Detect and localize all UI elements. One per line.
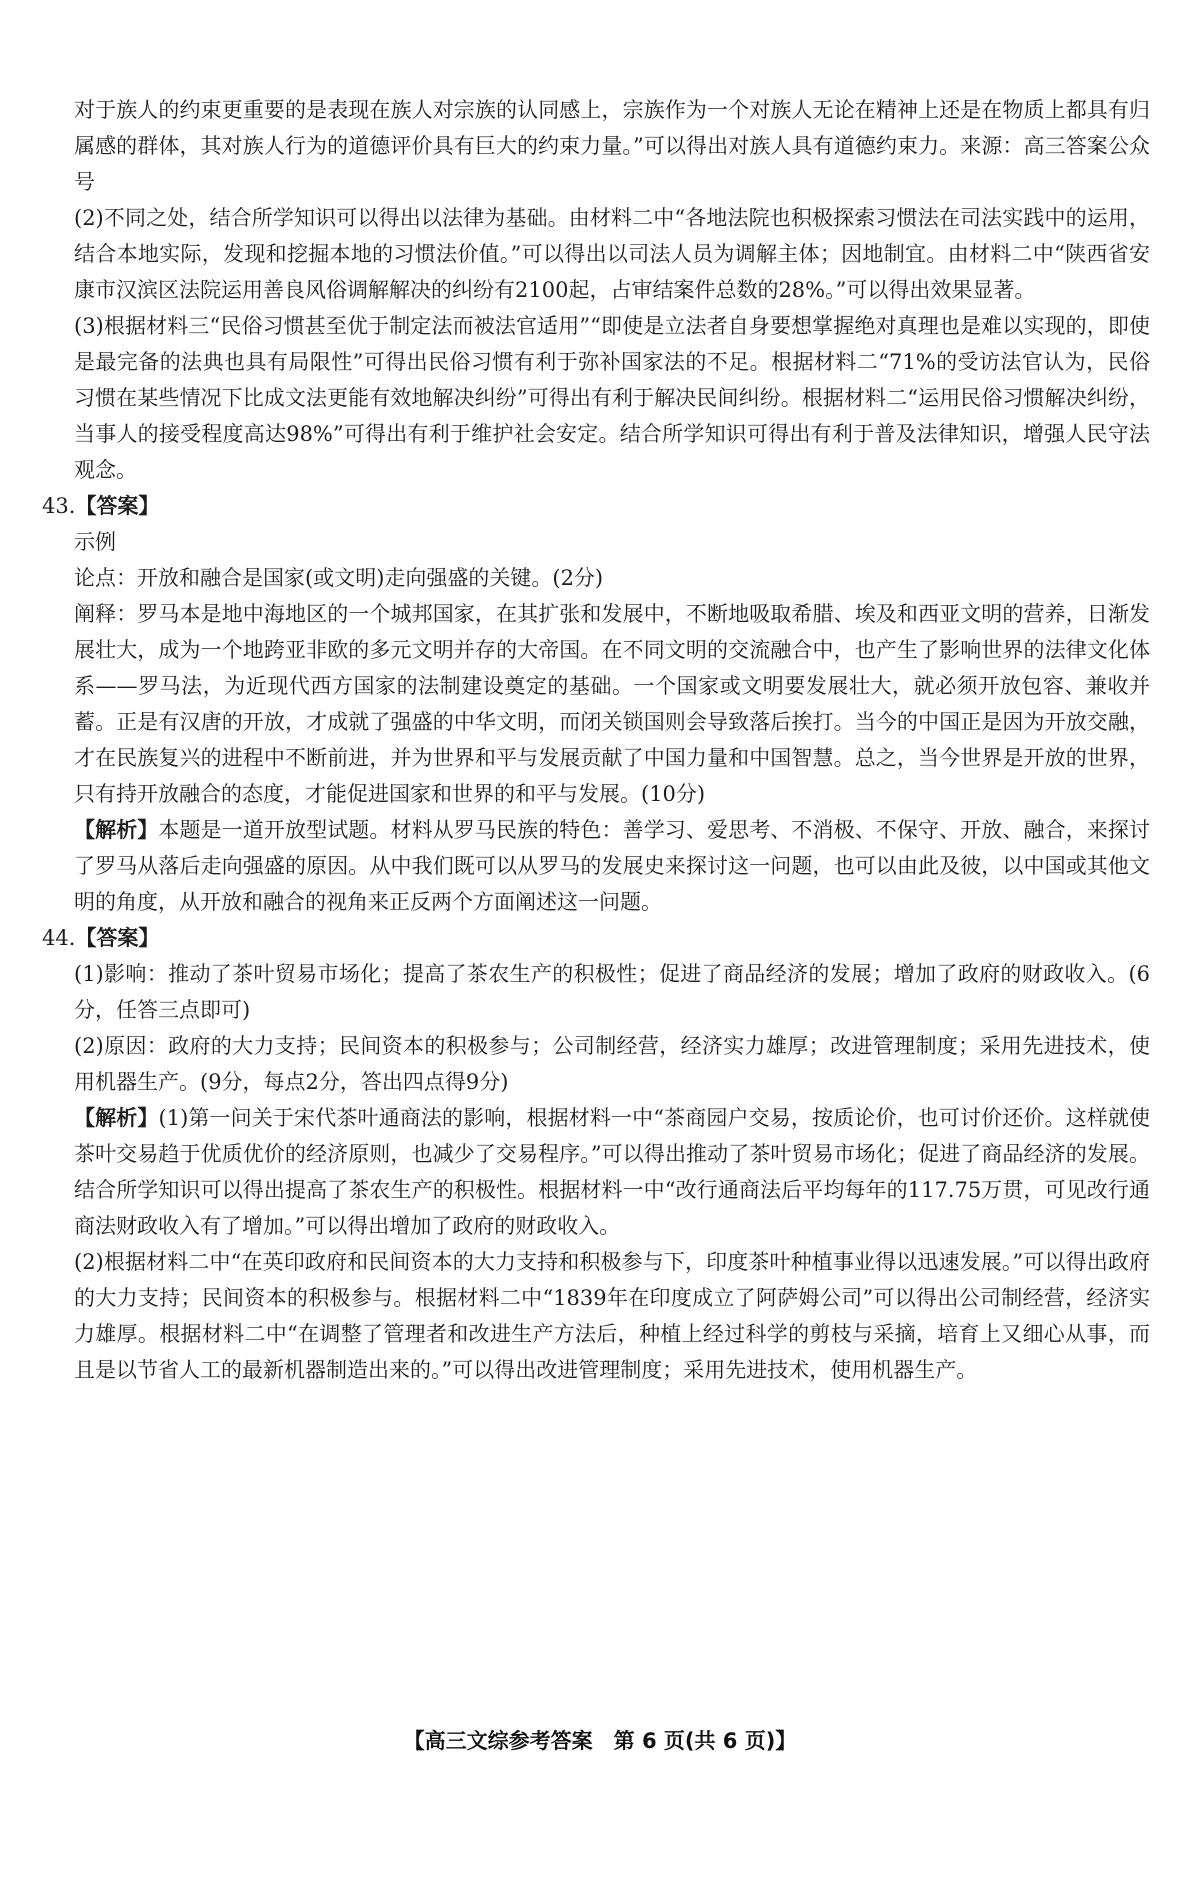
q42-part1-continuation: 对于族人的约束更重要的是表现在族人对宗族的认同感上，宗族作为一个对族人无论在精神上还是在物质上都具有归属感的群体，其对族人行为的道德评价具有巨大的约束力量。”可以得出对族人具有道德约束力。来源：高三答案公众号 <box>74 98 1150 194</box>
q43-argument: 阐释：罗马本是地中海地区的一个城邦国家，在其扩张和发展中，不断地吸取希腊、埃及和西亚文明的营养，日渐发展壮大，成为一个地跨亚非欧的多元文明并存的大帝国。在不同文明的交流融合中，也产生了影响世界的法律文化体系——罗马法，为近现代西方国家的法制建设奠定的基础。一个国家或文明要发展壮大，就必须开放包容、兼收并蓄。正是有汉唐的开放，才成就了强盛的中华文明，而闭关锁国则会导致落后挨打。当今的中国正是因为开放交融，才在民族复兴的进程中不断前进，并为世界和平与发展贡献了中国力量和中国智慧。总之，当今世界是开放的世界，只有持开放融合的态度，才能促进国家和世界的和平与发展。(10分) <box>74 602 1150 806</box>
q44-number: 44. <box>42 926 76 950</box>
q44-heading <box>42 920 1150 956</box>
q43-example-label: 示例 <box>74 530 116 554</box>
q44-analysis-2: (2)根据材料二中“在英印政府和民间资本的大力支持和积极参与下，印度茶叶种植事业得以迅速发展。”可以得出政府的大力支持；民间资本的积极参与。根据材料二中“1839年在印度成立了阿萨姆公司”可以得出公司制经营，经济实力雄厚。根据材料二中“在调整了管理者和改进生产方法后，种植上经过科学的剪枝与采摘，培育上又细心从事，而且是以节省人工的最新机器制造出来的。”可以得出改进管理制度；采用先进技术，使用机器生产。 <box>74 1250 1150 1382</box>
q44-answer-2: (2)原因：政府的大力支持；民间资本的积极参与；公司制经营，经济实力雄厚；改进管理制度；采用先进技术，使用机器生产。(9分，每点2分，答出四点得9分) <box>74 1034 1150 1094</box>
q44-analysis-tag: 【解析】 <box>74 1106 159 1130</box>
q43-number: 43. <box>42 494 76 518</box>
q43-analysis <box>74 812 1150 920</box>
q43-heading <box>42 488 1150 524</box>
q44-analysis-1 <box>74 1100 1150 1244</box>
q44-analysis-text-1: (1)第一问关于宋代茶叶通商法的影响，根据材料一中“茶商园户交易，按质论价，也可讨价还价。这样就使茶叶交易趋于优质优价的经济原则，也减少了交易程序。”可以得出推动了茶叶贸易市场化；促进了商品经济的发展。结合所学知识可以得出提高了茶农生产的积极性。根据材料一中“改行通商法后平均每年的117.75万贯，可见改行通商法财政收入有了增加。”可以得出增加了政府的财政收入。 <box>74 1106 1151 1238</box>
answer-content <box>42 92 1150 1388</box>
q43-analysis-text: 本题是一道开放型试题。材料从罗马民族的特色：善学习、爱思考、不消极、不保守、开放、融合，来探讨了罗马从落后走向强盛的原因。从中我们既可以从罗马的发展史来探讨这一问题，也可以由此及彼，以中国或其他文明的角度，从开放和融合的视角来正反两个方面阐述这一问题。 <box>74 818 1151 914</box>
q42-part3: (3)根据材料三“民俗习惯甚至优于制定法而被法官适用”“即使是立法者自身要想掌握绝对真理也是难以实现的，即使是最完备的法典也具有局限性”可得出民俗习惯有利于弥补国家法的不足。根据材料二“71%的受访法官认为，民俗习惯在某些情况下比成文法更能有效地解决纠纷”可得出有利于解决民间纠纷。根据材料二“运用民俗习惯解决纠纷，当事人的接受程度高达98%”可得出有利于维护社会安定。结合所学知识可得出有利于普及法律知识，增强人民守法观念。 <box>74 314 1150 482</box>
q44-answer-1: (1)影响：推动了茶叶贸易市场化；提高了茶农生产的积极性；促进了商品经济的发展；增加了政府的财政收入。(6分，任答三点即可) <box>74 962 1150 1022</box>
page-footer: 【高三文综参考答案 第 6 页(共 6 页)】 <box>403 1729 797 1753</box>
q44-answer-tag: 【答案】 <box>75 926 160 950</box>
q43-thesis: 论点：开放和融合是国家(或文明)走向强盛的关键。(2分) <box>74 566 604 590</box>
q43-analysis-tag: 【解析】 <box>74 818 159 842</box>
q43-answer-tag: 【答案】 <box>75 494 160 518</box>
q42-part2: (2)不同之处，结合所学知识可以得出以法律为基础。由材料二中“各地法院也积极探索习惯法在司法实践中的运用，结合本地实际，发现和挖掘本地的习惯法价值。”可以得出以司法人员为调解主体；因地制宜。由材料二中“陕西省安康市汉滨区法院运用善良风俗调解解决的纠纷有2100起，占审结案件总数的28%。”可以得出效果显著。 <box>74 206 1150 302</box>
